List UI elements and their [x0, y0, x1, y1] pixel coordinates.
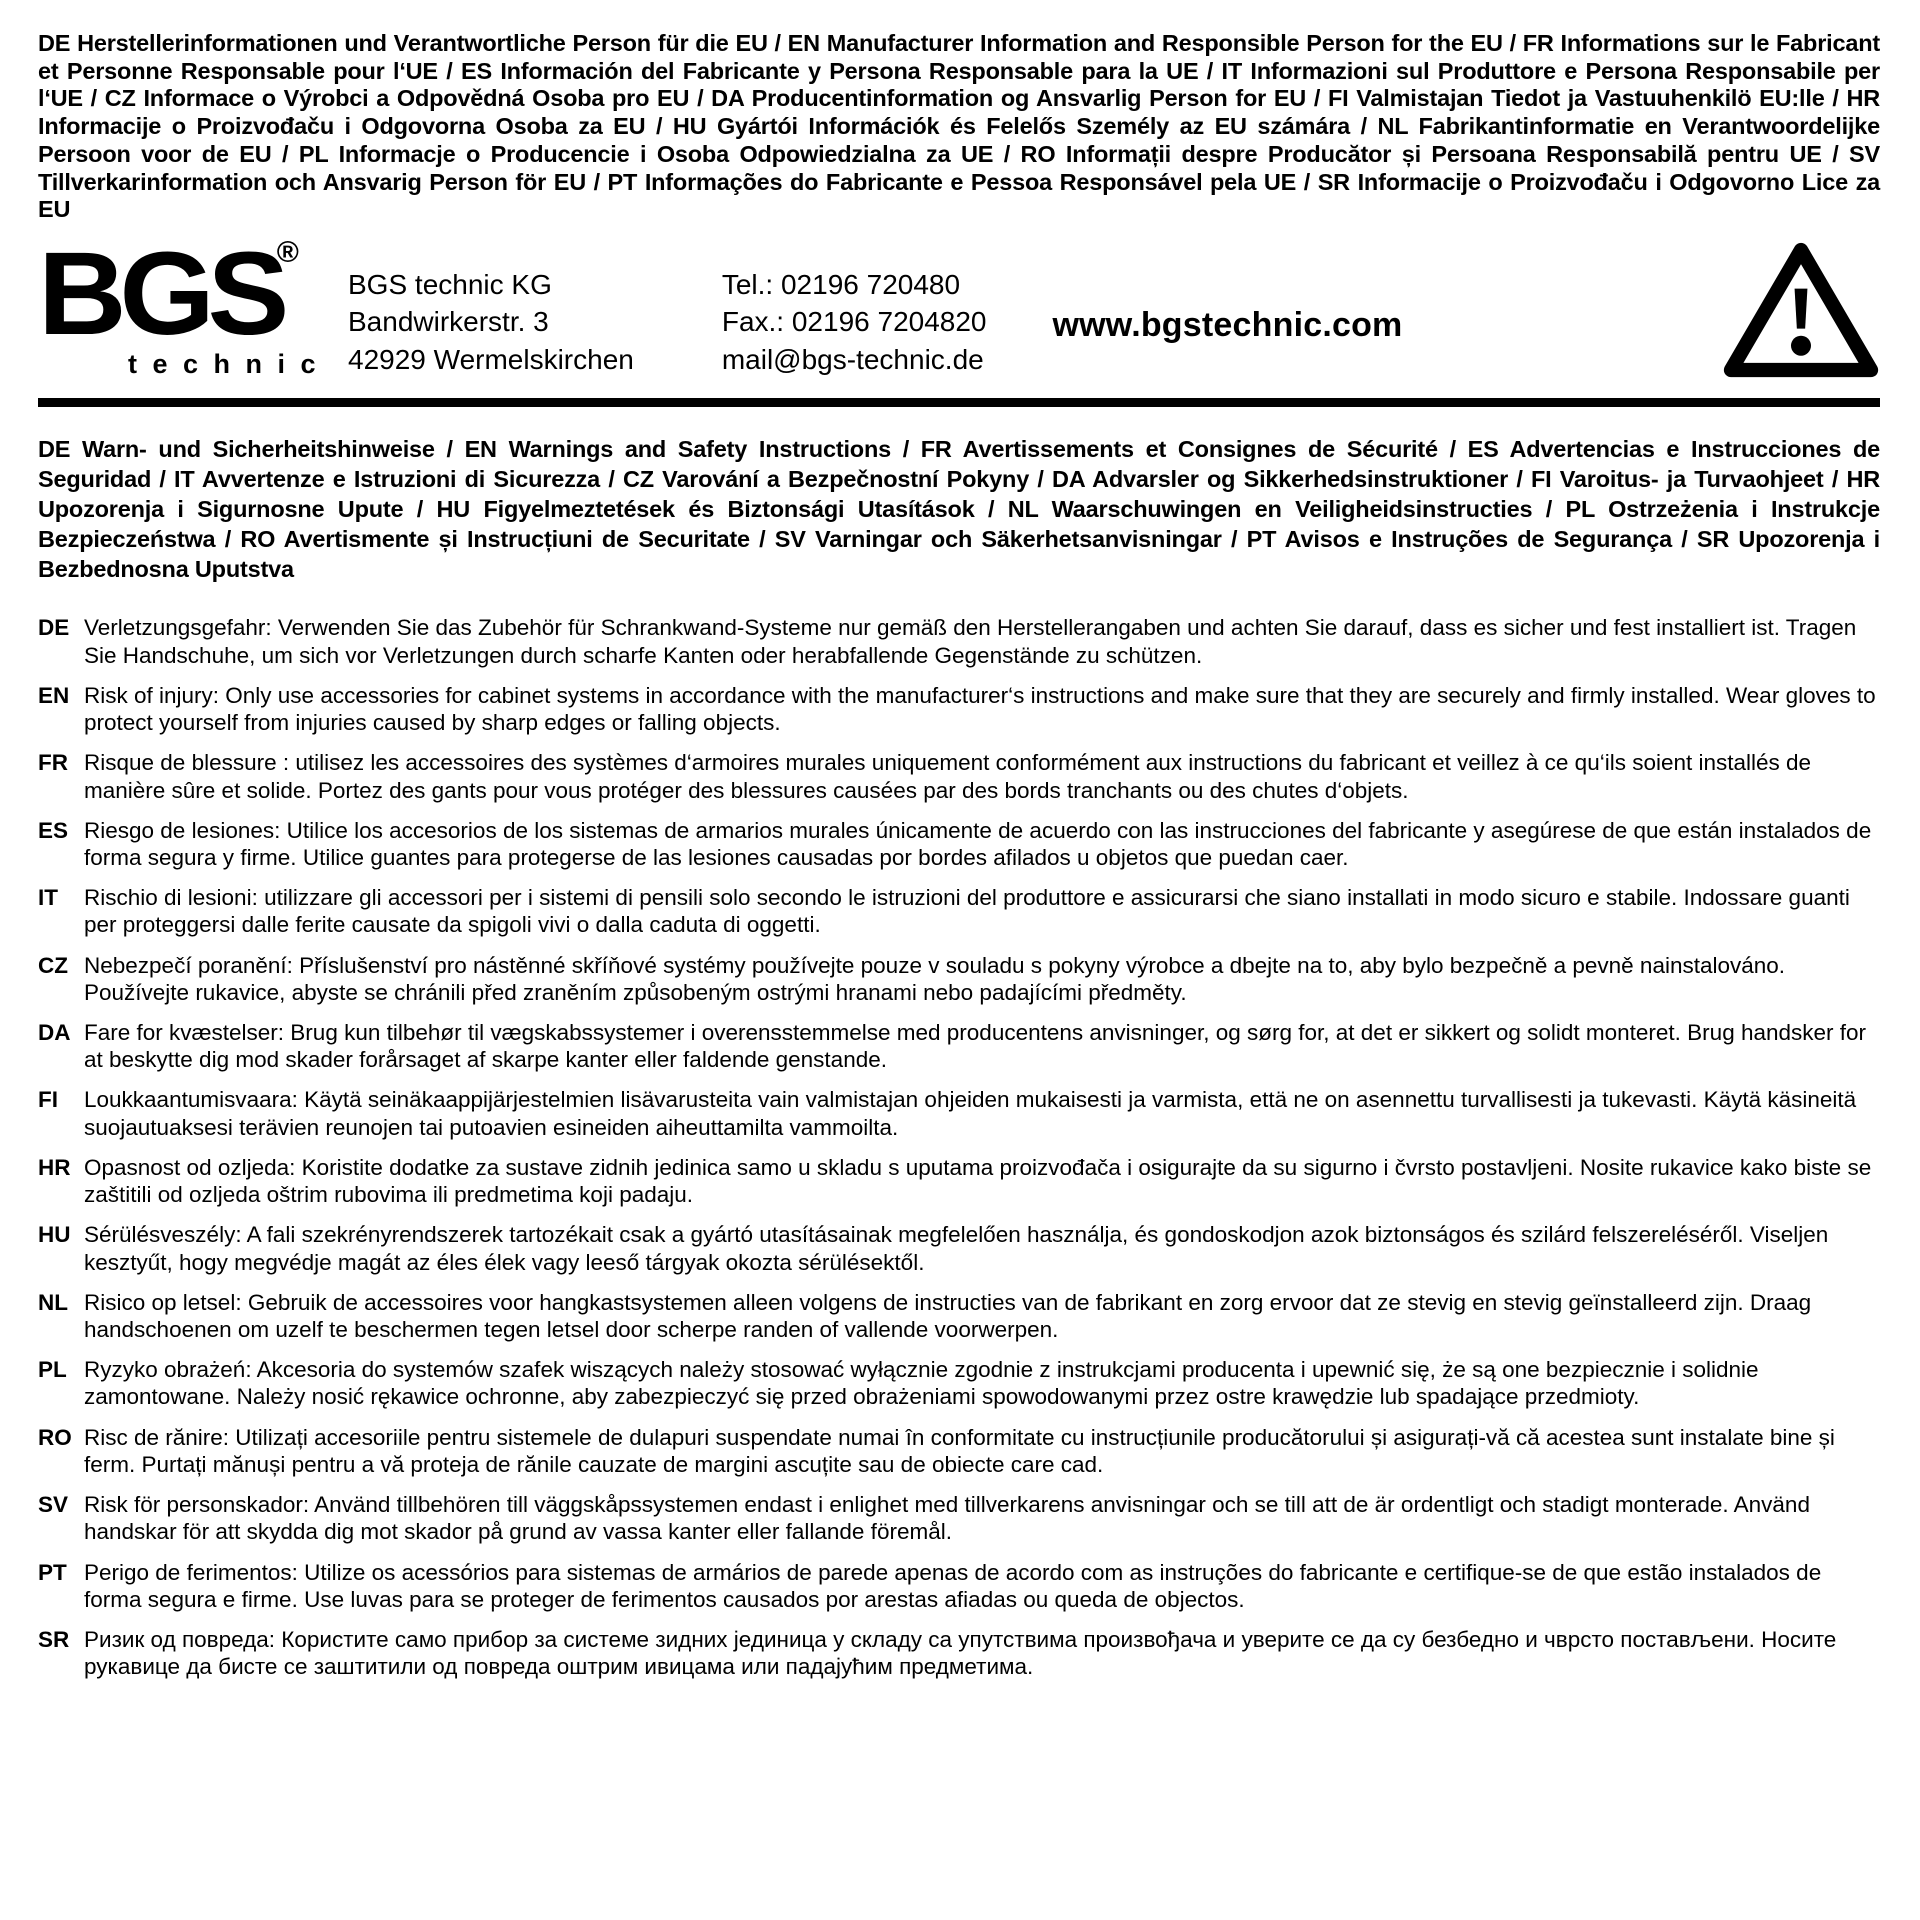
warning-language-code: SR	[38, 1626, 70, 1652]
company-email: mail@bgs-technic.de	[721, 343, 984, 375]
warning-language-code: PT	[38, 1559, 67, 1585]
warning-text: Ризик од повреда: Користите само прибор за системе зидних јединица у складу са упутствима произвођача и уверите се да су безбедно и чврсто постављени. Носите рукавице да бисте се заштитили од повреда оштрим ивицама или падајућим предметима.	[84, 1626, 1837, 1680]
warning-item	[38, 614, 1880, 668]
warning-triangle-icon	[1722, 240, 1880, 380]
warning-text: Fare for kvæstelser: Brug kun tilbehør til vægskabssystemer i overensstemmelse med producentens anvisninger, og sørg for, at det er sikkert og solidt monteret. Brug handsker for at beskytte dig mod skader forårsaget af skarpe kanter eller faldende genstande.	[84, 1020, 1867, 1073]
warning-item	[38, 1221, 1880, 1275]
warning-language-code: DA	[38, 1020, 71, 1046]
warning-text: Risk of injury: Only use accessories for cabinet systems in accordance with the manufacturer‘s instructions and make sure that they are securely and firmly installed. Wear gloves to protect yourself from injuries caused by sharp edges or falling objects.	[84, 682, 1876, 736]
warning-item	[38, 1491, 1880, 1545]
warning-item	[38, 1356, 1880, 1410]
warning-item	[38, 1289, 1880, 1343]
warning-item	[38, 1154, 1880, 1208]
warning-language-code: PL	[38, 1357, 67, 1383]
warning-language-code: CZ	[38, 952, 68, 978]
section-divider	[38, 398, 1880, 407]
warning-item	[38, 1019, 1880, 1073]
bgs-logo	[38, 228, 332, 379]
warning-language-code: DE	[38, 615, 70, 641]
warning-language-code: RO	[38, 1424, 72, 1450]
warning-item	[38, 682, 1880, 736]
warning-item	[38, 884, 1880, 938]
warning-item	[38, 1086, 1880, 1140]
company-city: 42929 Wermelskirchen	[348, 343, 634, 375]
warning-item	[38, 1559, 1880, 1613]
company-contact	[722, 266, 987, 378]
warning-language-code: NL	[38, 1289, 68, 1315]
warning-language-code: HU	[38, 1222, 71, 1248]
warning-item	[38, 749, 1880, 803]
warnings-list	[38, 614, 1880, 1680]
warning-text: Risk för personskador: Använd tillbehören till väggskåpssystemen endast i enlighet med tillverkarens anvisningar och se till att de är ordentligt och stadigt monterade. Använd handskar för att skydda dig mot skador på grund av vassa kanter eller fallande föremål.	[84, 1492, 1810, 1545]
warning-language-code: ES	[38, 817, 69, 843]
warning-text: Opasnost od ozljeda: Koristite dodatke za sustave zidnih jedinica samo u skladu s uputama proizvođača i osigurajte da su sigurno i čvrsto postavljeni. Nosite rukavice kako biste se zaštitili od ozljeda oštrim rubovima ili predmetima koji padaju.	[84, 1154, 1872, 1208]
warning-language-code: FR	[38, 750, 68, 776]
warning-text: Risque de blessure : utilisez les accessoires des systèmes d‘armoires murales uniquement conformément aux instructions du fabricant et veillez à ce qu‘ils soient installés de manière sûre et solide. Portez des gants pour vous protéger des blessures causées par des bords tranchants ou des chutes d‘objets.	[84, 750, 1812, 803]
warning-text: Risico op letsel: Gebruik de accessoires voor hangkastsystemen alleen volgens de instructies van de fabrikant en zorg ervoor dat ze stevig en stevig geïnstalleerd zijn. Draag handschoenen om uzelf te beschermen tegen letsel door scherpe randen of vallende voorwerpen.	[84, 1289, 1812, 1343]
warning-item	[38, 1424, 1880, 1478]
warning-item	[38, 1626, 1880, 1680]
company-street: Bandwirkerstr. 3	[348, 306, 549, 338]
warning-text: Sérülésveszély: A fali szekrényrendszerek tartozékait csak a gyártó utasításainak megfelelően használja, és gondoskodjon azok biztonságos és szilárd felszereléséről. Viseljen kesztyűt, hogy megvédje magát az éles élek vagy leeső tárgyak okozta sérülésektől.	[84, 1222, 1829, 1275]
warning-text: Loukkaantumisvaara: Käytä seinäkaappijärjestelmien lisävarusteita vain valmistajan ohjeiden mukaisesti ja varmista, että ne on asennettu turvallisesti ja tukevasti. Käytä käsineitä suojautuaksesi terävien reunojen tai putoavien esineiden aiheuttamilta vammoilta.	[84, 1087, 1857, 1140]
brand-row	[38, 228, 1880, 382]
warning-language-code: HR	[38, 1154, 71, 1180]
warning-language-code: IT	[38, 885, 58, 911]
manufacturer-info-heading: DE Herstellerinformationen und Verantwortliche Person für die EU / EN Manufacturer Information and Responsible Person for the EU / FR Informations sur le Fabricant et Personne Responsable pour l‘UE / ES Información del Fabricante y Persona Responsable para la UE / IT Informazioni sul Produttore e Persona Responsabile per l‘UE / CZ Informace o Výrobci a Odpovědná Osoba pro EU / DA Producentinformation og Ansvarlig Person for EU / FI Valmistajan Tiedot ja Vastuuhenkilö EU:lle / HR Informacije o Proizvođaču i Odgovorna Osoba za EU / HU Gyártói Információk és Felelős Személy az EU számára / NL Fabrikantinformatie en Verantwoordelijke Persoon voor de EU / PL Informacje o Producencie i Osoba Odpowiedzialna za UE / RO Informații despre Producător și Persoana Responsabilă pentru UE / SV Tillverkarinformation och Ansvarig Person för EU / PT Informações do Fabricante e Pessoa Responsável pela UE / SR Informacije o Proizvođaču i Odgovorno Lice za EU	[38, 30, 1880, 223]
company-phone: Tel.: 02196 720480	[721, 269, 961, 301]
warning-item	[38, 952, 1880, 1006]
company-name: BGS technic KG	[348, 269, 552, 301]
company-fax: Fax.: 02196 7204820	[721, 306, 987, 338]
registered-trademark-icon: ®	[276, 236, 299, 270]
warning-language-code: EN	[38, 682, 70, 708]
bgs-logo-technic-label: technic	[128, 348, 332, 379]
warning-text: Risc de rănire: Utilizați accesoriile pentru sistemele de dulapuri suspendate numai în conformitate cu instrucțiunile producătorului și asigurați-vă că acestea sunt instalate bine și ferm. Purtați mănuși pentru a vă proteja de rănile cauzate de margini ascuțite sau de obiecte care cad.	[84, 1424, 1835, 1477]
company-website: www.bgstechnic.com	[1052, 306, 1403, 345]
bgs-logo-letters: BGS	[38, 228, 283, 361]
warning-text: Riesgo de lesiones: Utilice los accesorios de los sistemas de armarios murales únicamente de acuerdo con las instrucciones del fabricante y asegúrese de que están instalados de forma segura y firme. Utilice guantes para protegerse de las lesiones causadas por bordes afilados u objetos que puedan caer.	[84, 817, 1872, 870]
warning-text: Nebezpečí poranění: Příslušenství pro nástěnné skříňové systémy používejte pouze v souladu s pokyny výrobce a dbejte na to, aby bylo bezpečně a pevně nainstalováno. Používejte rukavice, abyste se chránili před zraněním způsobeným ostrými hranami nebo padajícími předměty.	[84, 952, 1786, 1005]
warning-text: Rischio di lesioni: utilizzare gli accessori per i sistemi di pensili solo secondo le istruzioni del produttore e assicurarsi che siano installati in modo sicuro e stabile. Indossare guanti per proteggersi dalle ferite causate da spigoli vivi o dalla caduta di oggetti.	[84, 885, 1850, 938]
company-address	[348, 266, 634, 378]
warning-language-code: FI	[38, 1087, 58, 1113]
warning-item	[38, 817, 1880, 871]
warning-text: Verletzungsgefahr: Verwenden Sie das Zubehör für Schrankwand-Systeme nur gemäß den Herstellerangaben und achten Sie darauf, dass es sicher und fest installiert ist. Tragen Sie Handschuhe, um sich vor Verletzungen durch scharfe Kanten oder herabfallende Gegenstände zu schützen.	[84, 615, 1857, 668]
warning-language-code: SV	[38, 1492, 69, 1518]
warnings-heading: DE Warn- und Sicherheitshinweise / EN Warnings and Safety Instructions / FR Avertissements et Consignes de Sécurité / ES Advertencias e Instrucciones de Seguridad / IT Avvertenze e Istruzioni di Sicurezza / CZ Varování a Bezpečnostní Pokyny / DA Advarsler og Sikkerhedsinstruktioner / FI Varoitus- ja Turvaohjeet / HR Upozorenja i Sigurnosne Upute / HU Figyelmeztetések és Biztonsági Utasítások / NL Waarschuwingen en Veiligheidsinstructies / PL Ostrzeżenia i Instrukcje Bezpieczeństwa / RO Avertismente și Instrucțiuni de Securitate / SV Varningar och Säkerhetsanvisningar / PT Avisos e Instruções de Segurança / SR Upozorenja i Bezbednosna Uputstva	[38, 436, 1880, 583]
warning-text: Perigo de ferimentos: Utilize os acessórios para sistemas de armários de parede apenas de acordo com as instruções do fabricante e certifique-se de que estão instalados de forma segura e firme. Use luvas para se proteger de ferimentos causados por arestas afiadas ou queda de objectos.	[84, 1559, 1822, 1612]
warning-text: Ryzyko obrażeń: Akcesoria do systemów szafek wiszących należy stosować wyłącznie zgodnie z instrukcjami producenta i upewnić się, że są one bezpiecznie i solidnie zamontowane. Należy nosić rękawice ochronne, aby zabezpieczyć się przed obrażeniami spowodowanymi przez ostre krawędzie lub spadające przedmioty.	[84, 1357, 1759, 1410]
